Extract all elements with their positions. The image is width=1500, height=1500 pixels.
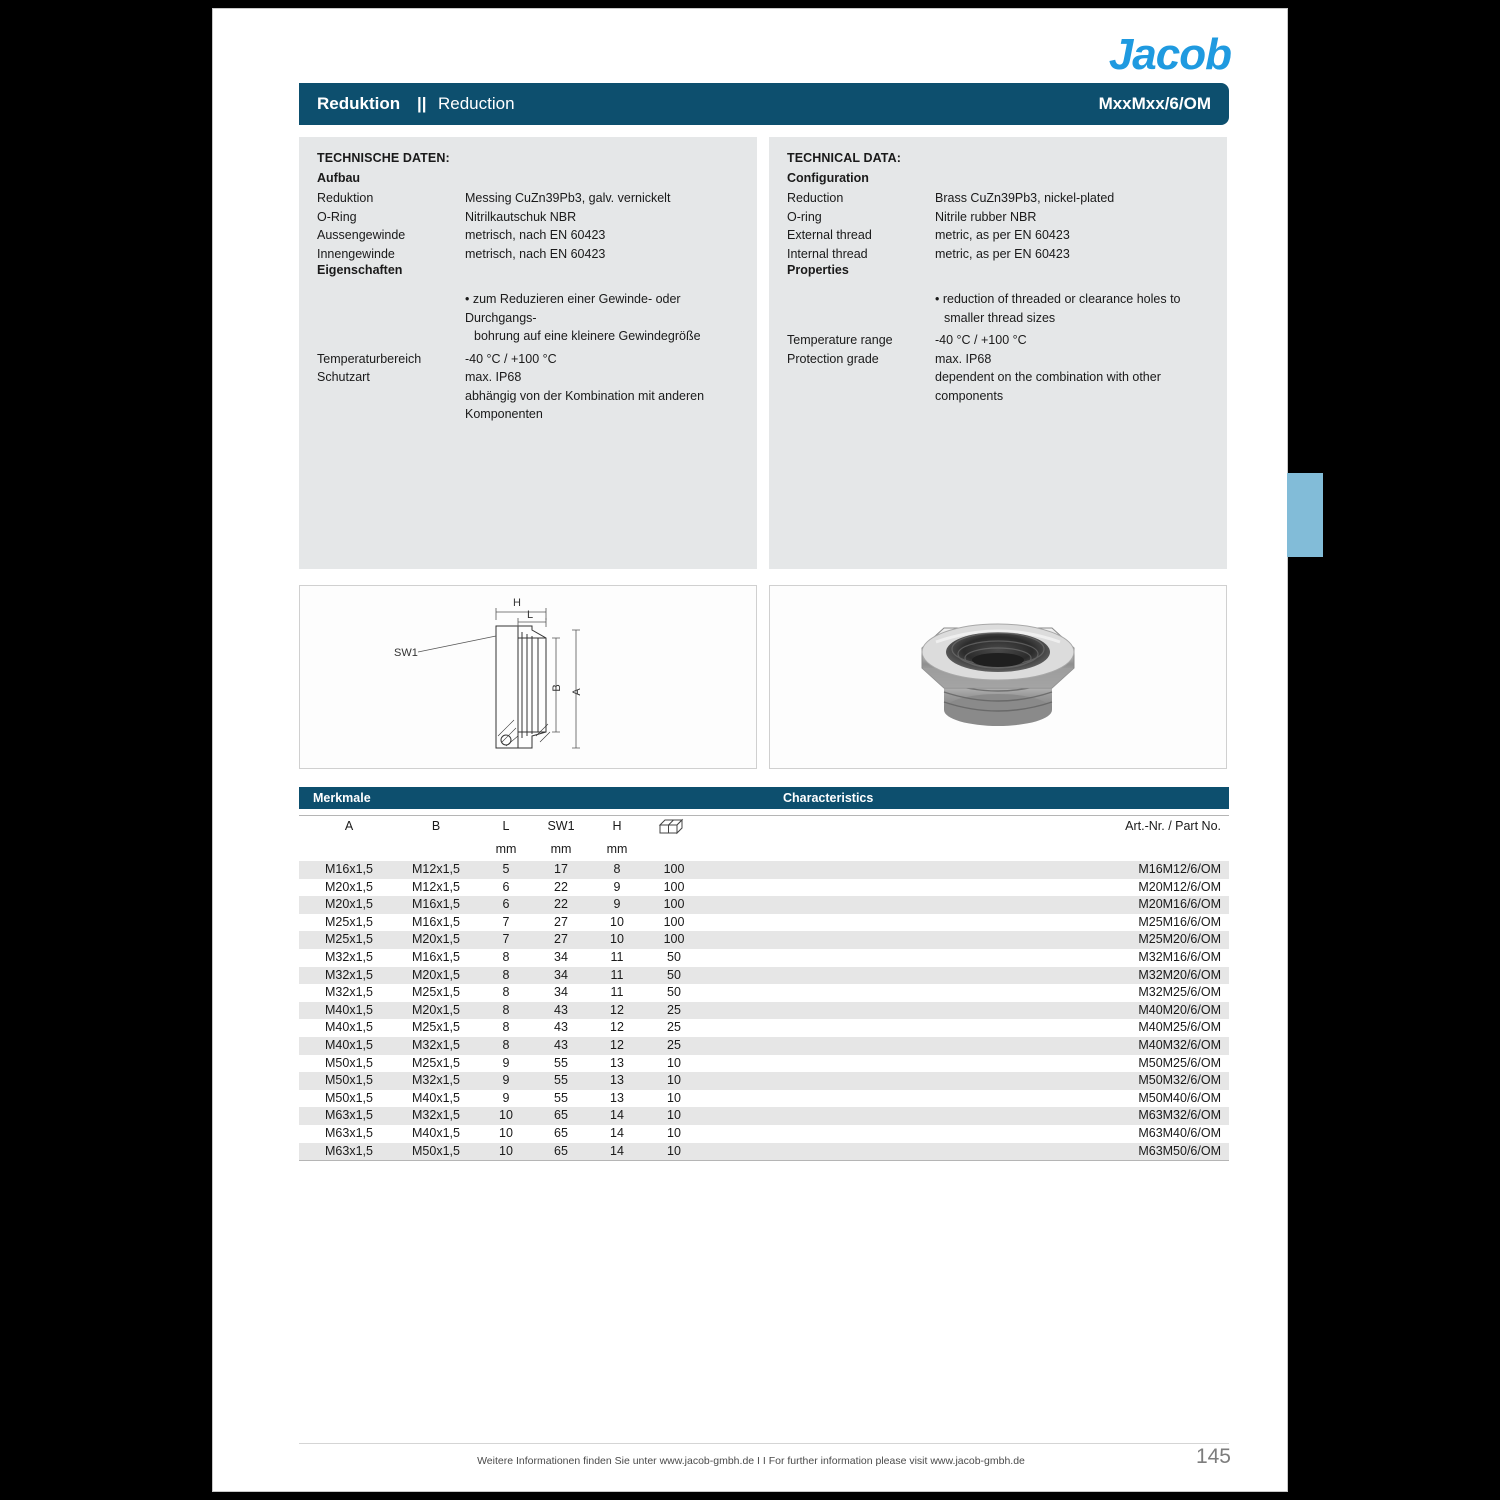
spec-key: External thread [787,228,872,242]
cell-part-no: M40M25/6/OM [1138,1020,1221,1035]
cell-sw1: 43 [554,1037,568,1052]
spec-row [317,208,739,227]
spec-bullet-de [465,290,739,346]
packaging-unit-icon [658,817,684,840]
cell-b: M12x1,5 [412,862,460,876]
cell-part-no: M32M16/6/OM [1138,949,1221,964]
cell-sw1: 22 [554,897,568,912]
cell-qty: 10 [667,1125,681,1140]
cell-part-no: M63M50/6/OM [1138,1143,1221,1158]
spec-key: O-Ring [317,209,357,224]
cell-qty: 50 [667,985,681,1000]
page-title-de: Reduktion [317,94,401,113]
table-row[interactable] [299,1037,1229,1055]
table-row[interactable] [299,1090,1229,1108]
cell-h: 11 [610,985,624,1000]
table-row[interactable] [299,1019,1229,1037]
spec-key: Innengewinde [317,246,395,261]
cell-qty: 25 [667,1002,681,1017]
cell-b: M40x1,5 [412,1090,460,1105]
cell-h: 12 [610,1002,624,1017]
cell-part-no: M25M20/6/OM [1138,932,1221,947]
cell-h: 10 [610,914,624,929]
cell-l: 8 [502,1037,510,1052]
cell-h: 13 [610,1055,624,1070]
spec-key: Protection grade [787,351,879,366]
spec-row [787,350,1209,369]
cell-a: M63x1,5 [325,1143,373,1158]
cell-part-no: M16M12/6/OM [1138,862,1221,876]
cell-b: M16x1,5 [412,949,460,964]
table-row[interactable] [299,1143,1229,1161]
table-row[interactable] [299,1055,1229,1073]
spec-key: Reduction [787,191,844,205]
cell-b: M16x1,5 [412,897,460,912]
cell-part-no: M40M32/6/OM [1138,1037,1221,1052]
unit-sw1: mm [550,842,572,856]
cell-l: 5 [502,862,510,876]
spec-row [787,331,1209,350]
cell-b: M25x1,5 [412,1020,460,1035]
cell-a: M63x1,5 [325,1125,373,1140]
footer-text: Weitere Informationen finden Sie unter www.jacob-gmbh.de I I For further information please visit www.jacob-gmbh.de [477,1455,1025,1467]
product-photo-panel [769,585,1227,769]
spec-properties-label-en: Properties [787,263,849,277]
cell-qty: 10 [667,1143,681,1158]
spec-row [787,245,1209,264]
spec-properties-label-de: Eigenschaften [317,263,403,277]
cell-sw1: 27 [554,932,568,947]
table-row[interactable] [299,861,1229,879]
cell-h: 13 [610,1090,624,1105]
cell-b: M12x1,5 [412,879,460,894]
cell-a: M40x1,5 [325,1002,373,1017]
spec-value: Messing CuZn39Pb3, galv. vernickelt [465,191,671,205]
page-title-bar [299,83,1229,125]
cell-a: M16x1,5 [325,862,373,876]
cell-l: 9 [502,1090,510,1105]
dim-label-b: B [551,684,563,692]
table-row[interactable] [299,896,1229,914]
cell-b: M25x1,5 [412,985,460,1000]
cell-a: M40x1,5 [325,1037,373,1052]
spec-row [317,226,739,245]
dim-label-h: H [513,597,521,609]
cell-a: M50x1,5 [325,1090,373,1105]
table-header-row [299,815,1229,841]
cell-l: 8 [502,967,510,982]
col-header-sw1: SW1 [547,819,575,833]
table-row[interactable] [299,1072,1229,1090]
cell-l: 6 [502,897,510,912]
table-row[interactable] [299,1107,1229,1125]
cell-sw1: 34 [554,949,568,964]
table-bottom-rule [299,1160,1229,1161]
spec-note-line-2-de: Komponenten [465,407,543,421]
cell-sw1: 65 [554,1108,568,1123]
cell-part-no: M50M40/6/OM [1138,1090,1221,1105]
product-photo-reduction-fitting [878,602,1118,752]
cell-b: M20x1,5 [412,932,460,947]
spec-value: Nitrilkautschuk NBR [465,209,577,224]
cell-sw1: 55 [554,1073,568,1088]
cell-part-no: M63M32/6/OM [1138,1108,1221,1123]
cell-part-no: M40M20/6/OM [1138,1002,1221,1017]
cell-a: M40x1,5 [325,1020,373,1035]
spec-row [787,208,1209,227]
cell-a: M50x1,5 [325,1055,373,1070]
cell-qty: 10 [667,1090,681,1105]
cell-a: M32x1,5 [325,949,373,964]
table-row[interactable] [299,1125,1229,1143]
cell-sw1: 65 [554,1125,568,1140]
spec-bullet-line-2: smaller thread sizes [944,310,1056,325]
cell-b: M20x1,5 [412,967,460,982]
spec-key: Reduktion [317,191,374,205]
spec-key: Temperaturbereich [317,351,422,366]
col-header-l: L [502,819,510,833]
dim-label-l: L [526,609,534,621]
cell-sw1: 43 [554,1020,568,1035]
cell-a: M50x1,5 [325,1073,373,1088]
cell-a: M32x1,5 [325,985,373,1000]
cell-a: M63x1,5 [325,1108,373,1123]
cell-part-no: M50M25/6/OM [1138,1055,1221,1070]
cell-qty: 10 [667,1055,681,1070]
spec-key: Aussengewinde [317,228,406,242]
cell-sw1: 34 [554,967,568,982]
spec-key: O-ring [787,209,822,224]
table-row[interactable] [299,879,1229,897]
cell-h: 14 [610,1143,624,1158]
spec-value: metrisch, nach EN 60423 [465,228,606,242]
spec-row [317,189,739,208]
spec-value: Brass CuZn39Pb3, nickel-plated [935,191,1115,205]
spec-key: Temperature range [787,333,893,347]
cell-sw1: 27 [554,914,568,929]
characteristics-label-en: Characteristics [783,791,874,805]
spec-value: metric, as per EN 60423 [935,246,1070,261]
cell-part-no: M63M40/6/OM [1138,1125,1221,1140]
spec-value: -40 °C / +100 °C [935,333,1027,347]
cell-part-no: M20M12/6/OM [1138,879,1221,894]
cell-l: 9 [502,1073,510,1088]
cell-qty: 100 [663,862,685,876]
cell-sw1: 55 [554,1055,568,1070]
cell-a: M25x1,5 [325,932,373,947]
spec-value: metric, as per EN 60423 [935,228,1070,242]
table-row[interactable] [299,984,1229,1002]
col-header-h: H [612,819,622,833]
cell-l: 10 [499,1108,513,1123]
page-number: 145 [1195,1445,1231,1468]
technical-data-panel-de [299,137,757,569]
spec-row [317,368,739,387]
dim-label-a: A [571,688,583,696]
spec-row [787,189,1209,208]
cell-l: 8 [502,1002,510,1017]
cell-a: M20x1,5 [325,897,373,912]
product-code: MxxMxx/6/OM [1098,94,1211,113]
cell-b: M40x1,5 [412,1125,460,1140]
section-side-tab [1287,473,1323,557]
spec-bullet-line-1: • reduction of threaded or clearance holes to [935,292,1181,306]
spec-bullet-line-2: bohrung auf eine kleinere Gewindegröße [474,329,701,343]
table-row[interactable] [299,931,1229,949]
unit-h: mm [606,842,628,856]
spec-key: Internal thread [787,246,868,261]
spec-row [317,350,739,369]
footer-rule [299,1443,1229,1444]
page-title-en: Reduction [438,94,515,113]
technical-drawing-panel [299,585,757,769]
cell-h: 8 [613,862,621,876]
jacob-logo: Jacob [1108,30,1231,79]
spec-note-line-2-en: components [935,388,1004,403]
cell-qty: 100 [663,914,685,929]
spec-value: max. IP68 [935,351,992,366]
catalog-page [212,8,1288,1492]
cell-l: 8 [502,985,510,1000]
col-header-a: A [344,819,354,833]
spec-heading-en: TECHNICAL DATA: [787,151,901,165]
spec-row [317,245,739,264]
cell-b: M32x1,5 [412,1108,460,1123]
cell-h: 11 [610,967,624,982]
cell-qty: 100 [663,897,685,912]
cell-l: 8 [502,949,510,964]
cell-a: M25x1,5 [325,914,373,929]
cell-b: M20x1,5 [412,1002,460,1017]
col-header-b: B [431,819,441,833]
unit-l: mm [495,842,517,856]
characteristics-label-de: Merkmale [313,791,371,805]
cell-part-no: M20M16/6/OM [1138,897,1221,912]
spec-value: -40 °C / +100 °C [465,351,557,366]
cell-qty: 100 [663,879,685,894]
table-row[interactable] [299,1002,1229,1020]
cell-part-no: M50M32/6/OM [1138,1073,1221,1088]
cell-h: 10 [610,932,624,947]
characteristics-table [299,815,1229,1160]
dim-label-sw1: SW1 [394,647,418,659]
technical-data-panel-en [769,137,1227,569]
characteristics-bar [299,787,1229,809]
cell-l: 8 [502,1020,510,1035]
spec-row [787,226,1209,245]
table-row[interactable] [299,914,1229,932]
cell-part-no: M25M16/6/OM [1138,914,1221,929]
cell-sw1: 43 [554,1002,568,1017]
cell-sw1: 34 [554,985,568,1000]
table-row[interactable] [299,967,1229,985]
table-row[interactable] [299,949,1229,967]
cell-sw1: 22 [554,879,568,894]
cell-b: M16x1,5 [412,914,460,929]
cell-h: 13 [610,1073,624,1088]
cell-b: M25x1,5 [412,1055,460,1070]
cell-l: 6 [502,879,510,894]
cell-l: 10 [499,1125,513,1140]
cell-qty: 50 [667,967,681,982]
cell-l: 10 [499,1143,513,1158]
cell-h: 14 [610,1108,624,1123]
spec-note-line-1-en: dependent on the combination with other [935,370,1161,384]
cell-l: 9 [502,1055,510,1070]
cell-b: M32x1,5 [412,1037,460,1052]
cell-h: 11 [610,949,624,964]
spec-bullet-line-1: • zum Reduzieren einer Gewinde- oder Durchgangs- [465,292,681,325]
cell-h: 9 [613,879,621,894]
spec-value: max. IP68 [465,370,522,384]
col-header-part-no: Art.-Nr. / Part No. [1125,819,1221,833]
table-unit-row [299,841,1229,861]
spec-subheading-en: Configuration [787,171,869,185]
cell-qty: 50 [667,949,681,964]
cell-qty: 10 [667,1073,681,1088]
cell-h: 12 [610,1037,624,1052]
title-separator: || [417,94,427,113]
cell-qty: 25 [667,1020,681,1035]
cell-a: M32x1,5 [325,967,373,982]
technical-drawing [300,586,756,768]
cell-a: M20x1,5 [325,879,373,894]
cell-sw1: 55 [554,1090,568,1105]
spec-value: metrisch, nach EN 60423 [465,246,606,261]
spec-key: Schutzart [317,370,370,384]
cell-l: 7 [502,932,510,947]
cell-qty: 25 [667,1037,681,1052]
cell-h: 12 [610,1020,624,1035]
spec-subheading-de: Aufbau [317,171,361,185]
cell-l: 7 [502,914,510,929]
cell-sw1: 17 [554,862,568,876]
spec-heading-de: TECHNISCHE DATEN: [317,151,450,165]
spec-bullet-en [935,290,1209,327]
cell-b: M50x1,5 [412,1143,460,1158]
spec-value: Nitrile rubber NBR [935,209,1037,224]
cell-qty: 100 [663,932,685,947]
cell-b: M32x1,5 [412,1073,460,1088]
cell-qty: 10 [667,1108,681,1123]
cell-sw1: 65 [554,1143,568,1158]
cell-part-no: M32M20/6/OM [1138,967,1221,982]
cell-h: 9 [613,897,621,912]
cell-part-no: M32M25/6/OM [1138,985,1221,1000]
cell-h: 14 [610,1125,624,1140]
spec-note-line-1-de: abhängig von der Kombination mit anderen [465,388,705,403]
